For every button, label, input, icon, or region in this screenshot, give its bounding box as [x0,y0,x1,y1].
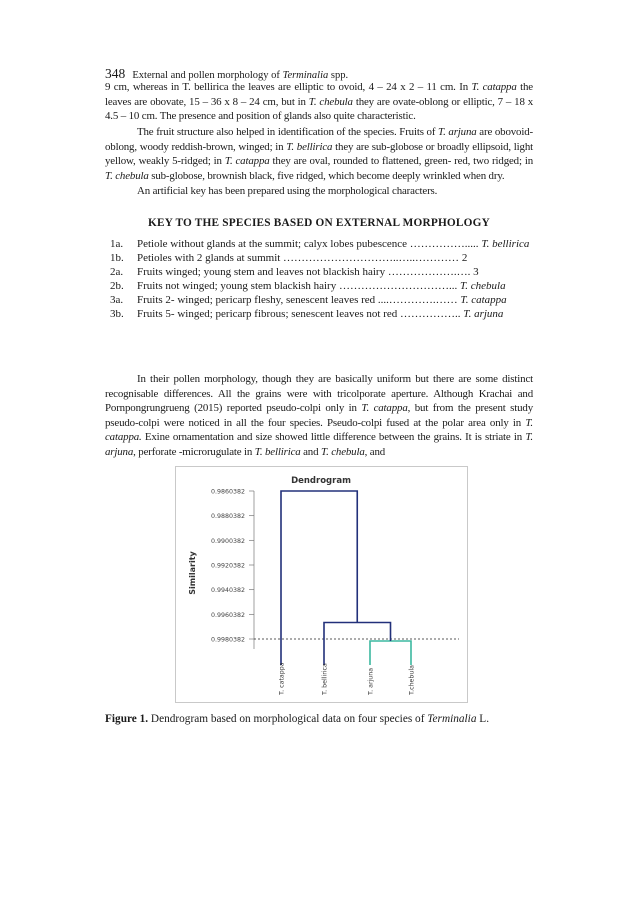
key-couplet: Fruits not winged; young stem blackish hairy …………………………... [137,280,458,293]
species-key [110,237,530,322]
key-couplet: Petioles with 2 glands at summit …………………………..…..………… [137,252,460,265]
leaf-labels [279,662,416,696]
paragraph-leaves [105,80,533,124]
text-run: , perforate -microrugulate in [133,445,255,458]
key-result: T. bellirica [481,238,530,250]
key-number: 1b. [110,252,124,265]
species-name: T. bellirica [286,140,333,153]
key-result: T. chebula [459,280,506,293]
y-axis-label: Similarity [188,551,197,595]
key-couplet: Fruits winged; young stem and leaves not blackish hairy ……………….…. [137,266,474,279]
paragraph-pollen [105,372,533,460]
key-number: 1a. [110,238,124,250]
key-number: 3b. [110,308,124,321]
key-entry [110,251,530,265]
text-run: are obovoid-oblong, woody reddish-brown, winged; in [105,126,533,153]
species-name: T. bellirica [254,445,301,458]
key-entry [110,293,530,307]
paragraph-key-intro: An artificial key has been prepared using the morphological characters. [137,185,438,197]
key-entry [110,307,530,321]
text-run: 9 cm, whereas in T. bellirica the leaves are elliptic to ovoid, 4 – 24 x 2 – 11 cm. In [105,81,472,93]
key-number: 2a. [110,266,124,279]
text-run: they are sub-globose or broadly ellipsoid, light yellow, weakly 5-ridged; in [105,140,533,168]
key-number: 3a. [110,294,124,307]
key-couplet: Fruits 2- winged; pericarp fleshy, senescent leaves red ....………….…… [137,294,458,307]
text-run: Exine ornamentation and size showed little difference between the grains. It is striate in [141,431,526,444]
key-result: 2 [461,252,468,265]
y-tick-label: 0.9960382 [210,611,245,619]
leaf-label: T. catappa [278,662,286,695]
text-run: sub-globose, brownish black, five ridged, which become deeply wrinkled when dry. [148,169,505,182]
text-run: The fruit structure also helped in identification of the species. Fruits of [137,126,439,138]
running-title: External and pollen morphology of Terminalia spp. [132,70,349,81]
chart-title: Dendrogram [291,476,351,486]
key-entry [110,237,530,251]
caption-label: Figure 1. [105,713,149,725]
text-run: , and [364,445,386,458]
text-run: In their pollen morphology, though they are basically uniform but there are some distinct recognisable differences. All the grains were with tricolporate aperture. Although Krachai and Pornpongrungrueng (2015) reported pseudo-colpi only in [105,373,533,415]
species-name: T. arjuna [105,431,533,458]
text-run: they are ovate-oblong or elliptic, 7 – 18 x 4.5 – 10 cm. The presence and position of glands also quite characteristic. [105,95,534,123]
merge-arjuna-chebula [370,641,411,665]
key-result: T. catappa [460,294,507,307]
species-name: T. chebula [308,95,353,108]
dendrogram-chart [176,467,467,702]
figure-caption: Figure 1. Dendrogram based on morphological data on four species of Terminalia L. [105,713,490,725]
text-run: and [300,445,321,458]
key-result: 3 [473,266,479,279]
species-name: T. arjuna [438,126,477,138]
text-run: the leaves are obovate, 15 – 36 x 8 – 24 cm, but in [105,81,533,108]
merge-bellirica-cluster [324,622,391,665]
species-name: T. catappa [224,155,270,168]
text-run: they are oval, rounded to flattened, green- red, two ridged; in [269,155,534,168]
species-name: T. catappa. [105,416,533,444]
key-result: T. arjuna [463,308,504,321]
y-tick-label: 0.9940382 [210,587,245,595]
text-run: , but from the present study pseudo-colpi were noticed in all the four species. Pseudo-colpi fused at the polar area only in [105,402,534,429]
y-tick-label: 0.9860382 [210,488,245,496]
page-number: 348 [105,66,126,81]
y-tick-label: 0.9920382 [210,562,245,570]
y-tick-label: 0.9980382 [210,636,245,644]
key-couplet: Petiole without glands at the summit; calyx lobes pubescence ……………..... [137,238,479,250]
key-couplet: Fruits 5- winged; pericarp fibrous; senescent leaves not red …………….. [137,308,461,321]
species-name: T. catappa [471,81,517,93]
species-name: T. catappa [361,402,408,415]
leaf-label: T.chebula [408,664,416,695]
key-number: 2b. [110,280,124,293]
dendrogram-links [254,491,459,665]
leaf-label: T. arjuna [367,667,375,695]
species-name: T. chebula [105,169,149,182]
key-entry [110,279,530,293]
dendrogram-figure [175,466,468,703]
species-name: T. chebula [320,445,365,458]
y-tick-label: 0.9880382 [210,513,245,521]
key-entry [110,265,530,279]
y-axis-ticks [211,489,254,650]
leaf-label: T. bellirica [321,663,329,695]
y-tick-label: 0.9900382 [210,537,245,545]
paragraph-fruit [105,125,533,183]
key-heading: KEY TO THE SPECIES BASED ON EXTERNAL MORPHOLOGY [147,217,490,229]
